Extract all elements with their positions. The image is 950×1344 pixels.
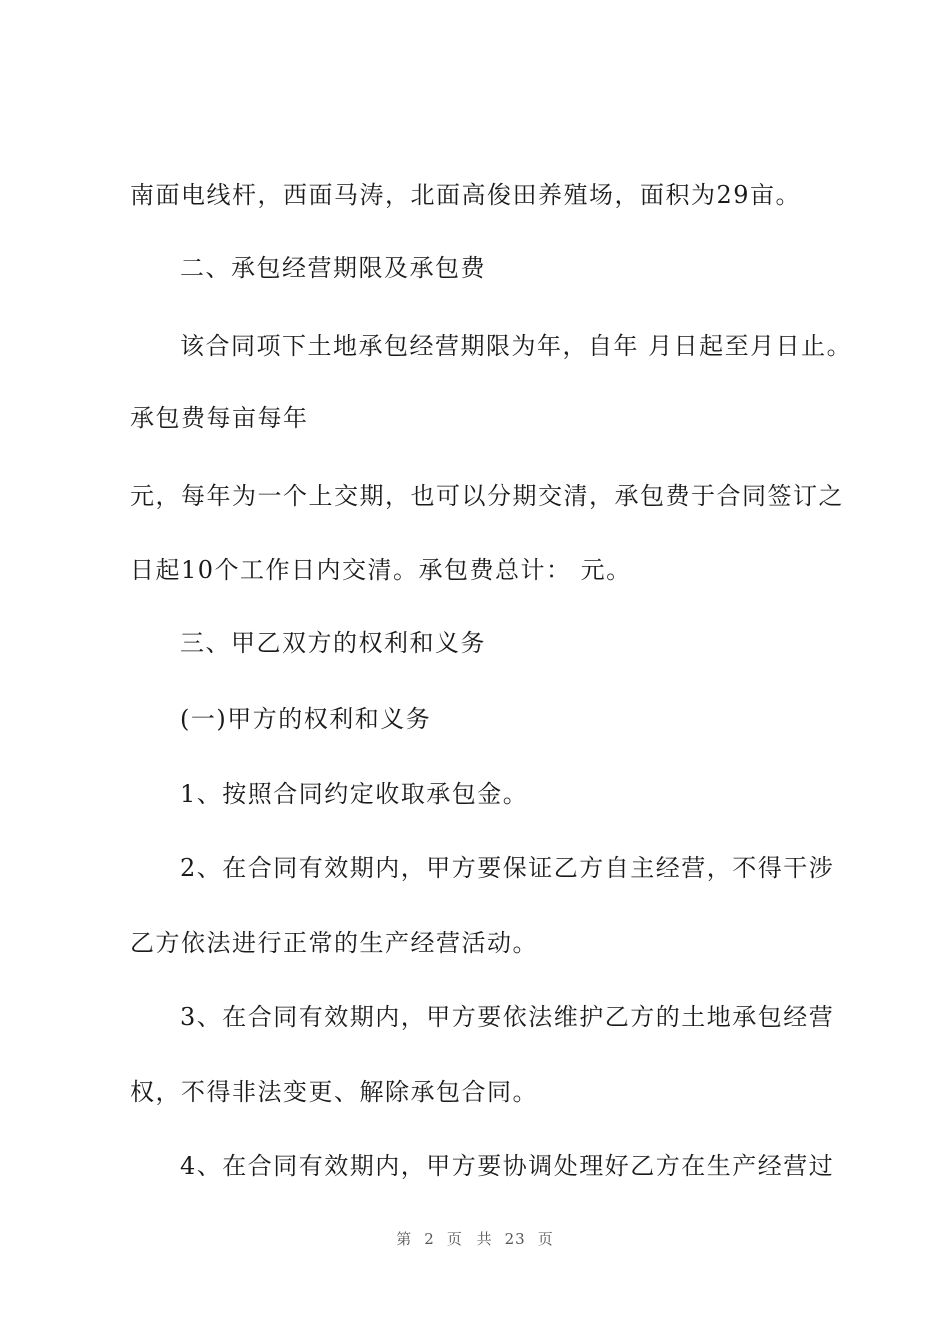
footer-label-di: 第 [396, 1230, 413, 1248]
list-item-1: 1、按照合同约定收取承包金。 [180, 780, 529, 808]
subsection-heading: (一)甲方的权利和义务 [180, 705, 432, 733]
list-item-2: 2、在合同有效期内，甲方要保证乙方自主经营，不得干涉 [180, 854, 835, 882]
page-footer [0, 1228, 950, 1249]
paragraph-line-1: 南面电线杆，西面马涛，北面高俊田养殖场，面积为29亩。 [130, 181, 802, 209]
list-item-4: 4、在合同有效期内，甲方要协调处理好乙方在生产经营过 [180, 1152, 835, 1180]
footer-label-ye-gong: 页 共 [446, 1230, 493, 1248]
footer-page-number: 2 [424, 1230, 435, 1248]
paragraph-line-3: 该合同项下土地承包经营期限为年，自年 月日起至月日止。 [180, 332, 853, 360]
paragraph-line-6: 日起10个工作日内交清。承包费总计： 元。 [130, 556, 632, 584]
paragraph-line-4: 承包费每亩每年 [130, 404, 309, 432]
section-heading-3: 三、甲乙双方的权利和义务 [180, 629, 486, 657]
footer-label-ye: 页 [537, 1230, 554, 1248]
list-item-2-continued: 乙方依法进行正常的生产经营活动。 [130, 929, 538, 957]
section-heading-2: 二、承包经营期限及承包费 [180, 254, 486, 282]
list-item-3: 3、在合同有效期内，甲方要依法维护乙方的土地承包经营 [180, 1003, 835, 1031]
list-item-3-continued: 权，不得非法变更、解除承包合同。 [130, 1078, 538, 1106]
paragraph-line-5: 元，每年为一个上交期，也可以分期交清，承包费于合同签订之 [130, 482, 844, 510]
footer-total-pages: 23 [504, 1230, 526, 1248]
